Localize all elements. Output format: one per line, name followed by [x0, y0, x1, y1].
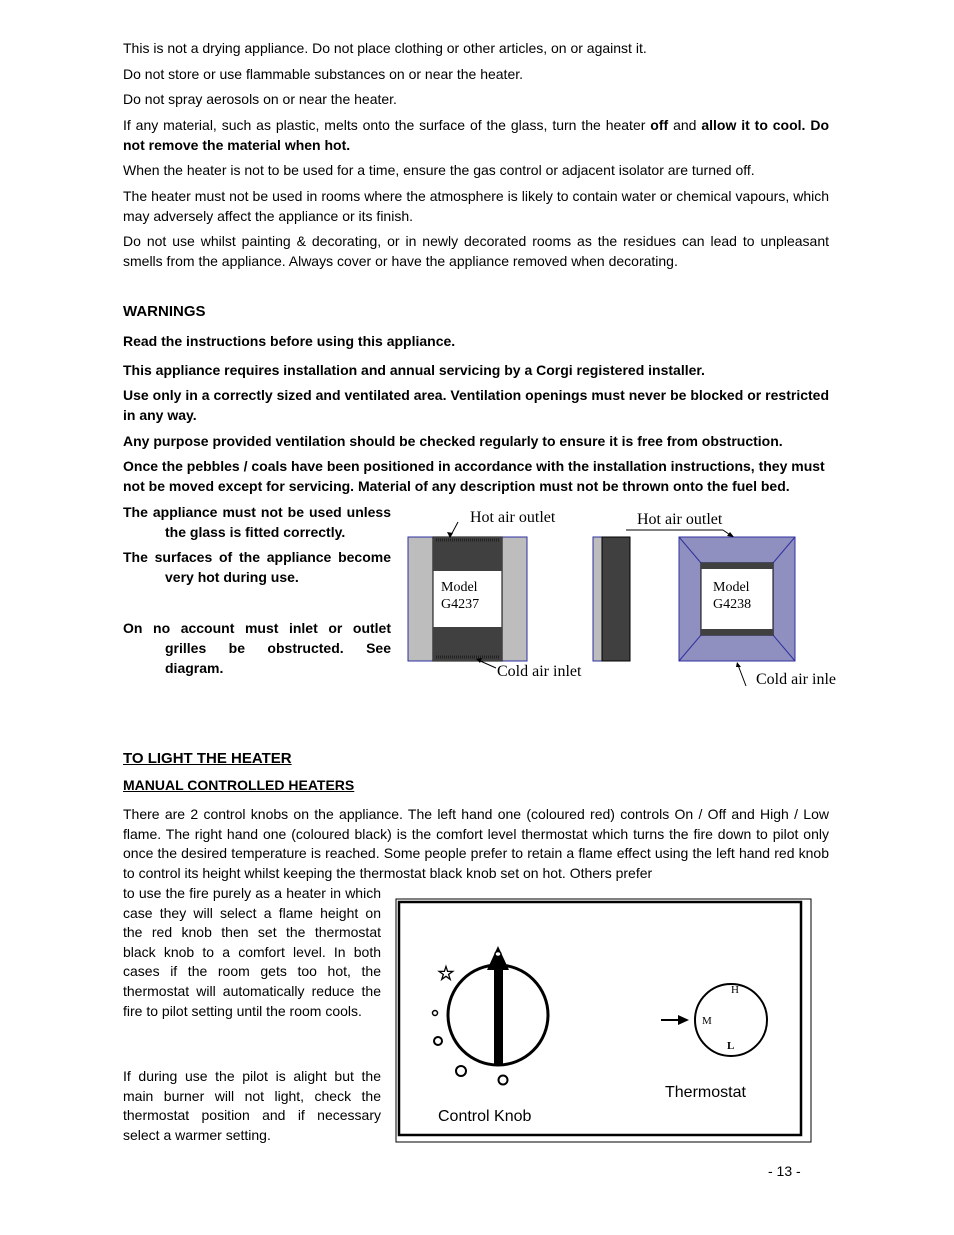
warnings-heading: WARNINGS	[123, 303, 206, 320]
para-atmosphere: The heater must not be used in rooms where the atmosphere is likely to contain water or chemical vapours, which may adversely affect the appliance or its finish.	[123, 188, 829, 224]
manual-controlled-heading: MANUAL CONTROLLED HEATERS	[123, 777, 355, 793]
heater-ventilation-diagram	[400, 500, 840, 695]
model-g4238-diagram	[626, 511, 836, 688]
model-g4237-diagram	[408, 509, 582, 680]
right-model-word: Model	[713, 580, 750, 595]
left-model-code: G4237	[441, 597, 480, 612]
thermostat-high-label: H	[731, 984, 739, 996]
right-hot-air-label: Hot air outlet	[637, 511, 723, 528]
control-knob-label: Control Knob	[438, 1108, 532, 1125]
side-view-diagram	[593, 537, 630, 661]
para-melt	[123, 116, 829, 155]
warning-grilles: On no account must inlet or outlet grilles be obstructed. See diagram.	[123, 620, 391, 676]
right-cold-air-label: Cold air inle	[756, 671, 836, 688]
para-melt-and: and	[668, 117, 702, 133]
left-model-word: Model	[441, 580, 478, 595]
warning-glass: The appliance must not be used unless the glass is fitted correctly.	[123, 504, 391, 540]
thermostat-medium-label: M	[702, 1015, 712, 1027]
left-hot-air-label: Hot air outlet	[470, 509, 556, 526]
thermostat-low-label: L	[727, 1040, 735, 1052]
page-number: - 13 -	[768, 1163, 801, 1179]
lighting-para-2: If during use the pilot is alight but the main burner will not light, check the thermostat position and if necessary select a warmer setting.	[123, 1068, 381, 1143]
warning-pebbles: Once the pebbles / coals have been positioned in accordance with the installation instructions, they must not be moved except for servicing. Material of any description must not be thrown onto the fuel bed.	[123, 458, 825, 494]
para-isolator: When the heater is not to be used for a time, ensure the gas control or adjacent isolator are turned off.	[123, 162, 755, 178]
para-flammable: Do not store or use flammable substances on or near the heater.	[123, 66, 524, 82]
warning-read: Read the instructions before using this appliance.	[123, 333, 456, 349]
controls-figure	[395, 898, 813, 1144]
para-decorating: Do not use whilst painting & decorating, or in newly decorated rooms as the residues can lead to unpleasant smells from the appliance. Always cover or have the appliance removed when decorating.	[123, 233, 829, 269]
star-icon: ☆	[437, 963, 455, 985]
warning-ventilated: Use only in a correctly sized and ventilated area. Ventilation openings must never be blocked or restricted in any way.	[123, 387, 829, 423]
warning-corgi: This appliance requires installation and annual servicing by a Corgi registered installer.	[123, 362, 705, 378]
left-cold-air-label: Cold air inlet	[497, 663, 582, 680]
right-model-code: G4238	[713, 597, 752, 612]
light-heater-heading: TO LIGHT THE HEATER	[123, 750, 292, 767]
para-aerosols: Do not spray aerosols on or near the heater.	[123, 91, 397, 107]
lighting-para-1-cont: to use the fire purely as a heater in which case they will select a flame height on the red knob then set the thermostat black knob to a comfort level. In both cases if the room gets too hot, the thermostat will automatically reduce the fire to pilot setting until the room cools.	[123, 885, 381, 1019]
warning-obstruction: Any purpose provided ventilation should be checked regularly to ensure it is free from obstruction.	[123, 433, 783, 449]
thermostat-label: Thermostat	[665, 1084, 746, 1101]
para-melt-cool: allow it to cool. Do not remove the material when hot.	[123, 117, 829, 153]
lighting-para-1: There are 2 control knobs on the appliance. The left hand one (coloured red) controls On / Off and High / Low flame. The right hand one (coloured black) is the comfort level thermostat which turns the fire down to pilot only once the desired temperature is reached. Some people prefer to retain a flame effect using the left hand red knob to control its height whilst keeping the thermostat black knob set on hot. Others prefer	[123, 806, 829, 881]
para-melt-text: If any material, such as plastic, melts onto the surface of the glass, turn the heater	[123, 117, 651, 133]
warning-hot-surfaces: The surfaces of the appliance become very hot during use.	[123, 549, 391, 585]
para-melt-off: off	[650, 117, 669, 133]
para-drying: This is not a drying appliance. Do not place clothing or other articles, on or against it.	[123, 40, 647, 56]
